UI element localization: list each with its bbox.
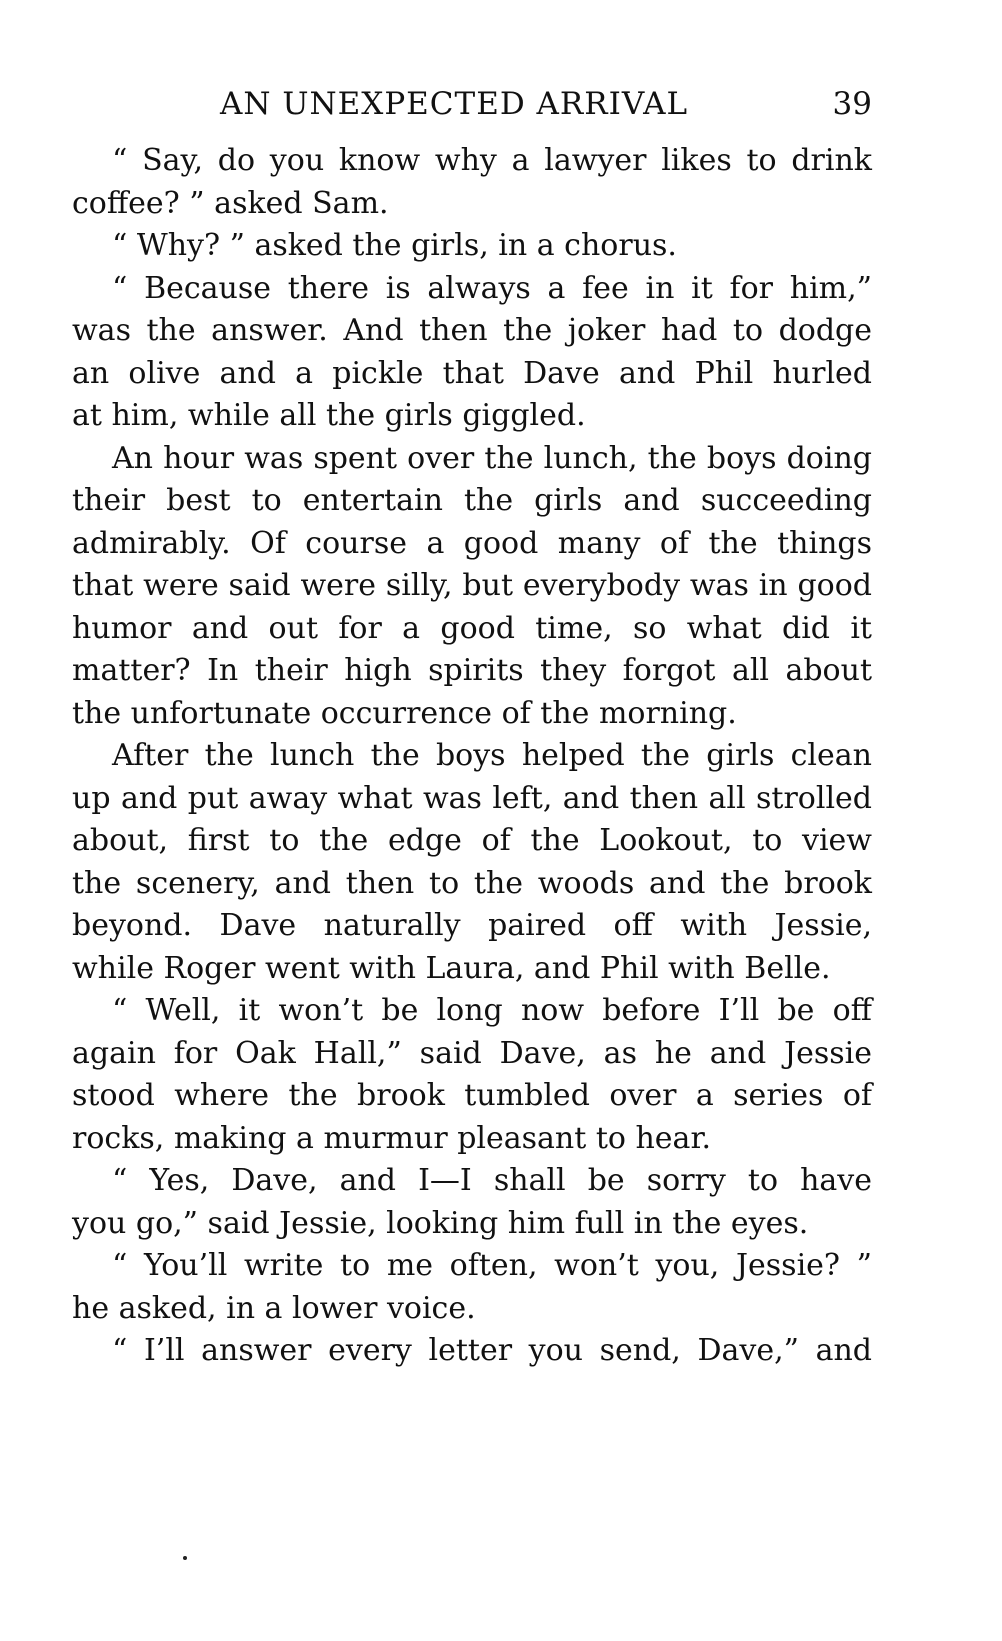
- text-line: “ Yes, Dave, and I—I shall be sorry to have: [112, 1163, 872, 1198]
- text-line: “ I’ll answer every letter you send, Dave,” and: [112, 1333, 872, 1368]
- running-title: AN UNEXPECTED ARRIVAL: [220, 86, 689, 122]
- text-line: coffee? ” asked Sam.: [72, 185, 389, 221]
- text-line: beyond. Dave naturally paired off with Jessie,: [72, 908, 872, 943]
- ink-speck: [183, 1556, 187, 1560]
- text-line: up and put away what was left, and then all strolled: [72, 780, 872, 816]
- text-line: an olive and a pickle that Dave and Phil hurled: [72, 355, 872, 391]
- text-line: about, first to the edge of the Lookout, to view: [72, 823, 872, 858]
- text-line: matter? In their high spirits they forgot all about: [72, 653, 872, 688]
- text-line: “ You’ll write to me often, won’t you, Jessie? ”: [112, 1248, 872, 1283]
- text-line: he asked, in a lower voice.: [72, 1290, 476, 1326]
- running-head: [72, 86, 872, 126]
- text-line: at him, while all the girls giggled.: [72, 398, 586, 433]
- text-line: humor and out for a good time, so what did it: [72, 610, 872, 646]
- text-line: was the answer. And then the joker had to dodge: [72, 313, 872, 348]
- page-number: 39: [832, 86, 872, 122]
- text-line: “ Why? ” asked the girls, in a chorus.: [112, 228, 677, 263]
- text-line: “ Say, do you know why a lawyer likes to drink: [112, 143, 872, 178]
- text-line: “ Well, it won’t be long now before I’ll be off: [112, 993, 872, 1028]
- text-line: admirably. Of course a good many of the things: [72, 525, 872, 561]
- text-line: rocks, making a murmur pleasant to hear.: [72, 1120, 712, 1156]
- text-line: “ Because there is always a fee in it for him,”: [112, 270, 872, 306]
- text-line: the unfortunate occurrence of the morning.: [72, 695, 737, 731]
- text-line: you go,” said Jessie, looking him full in the eyes.: [72, 1205, 809, 1241]
- text-line: stood where the brook tumbled over a series of: [72, 1078, 872, 1113]
- text-line: An hour was spent over the lunch, the boys doing: [112, 440, 872, 476]
- body-text: [72, 140, 872, 1373]
- text-line: that were said were silly, but everybody was in good: [72, 568, 872, 603]
- text-line: their best to entertain the girls and succeeding: [72, 483, 872, 518]
- text-line: the scenery, and then to the woods and the brook: [72, 865, 872, 901]
- text-line: again for Oak Hall,” said Dave, as he and Jessie: [72, 1035, 872, 1071]
- text-line: while Roger went with Laura, and Phil with Belle.: [72, 950, 831, 986]
- text-line: After the lunch the boys helped the girls clean: [112, 738, 872, 773]
